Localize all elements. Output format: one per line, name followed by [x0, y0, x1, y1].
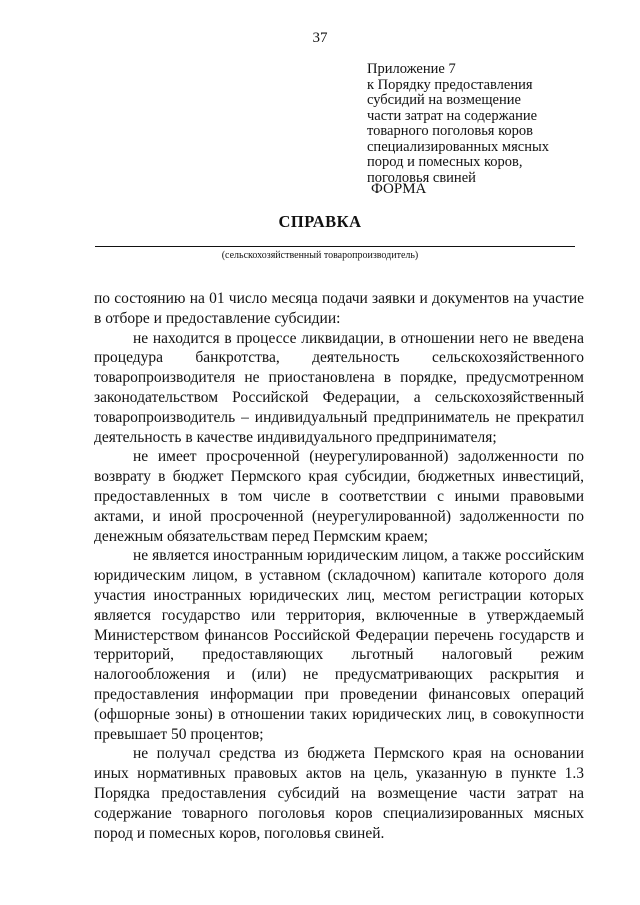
producer-caption: (сельскохозяйственный товаропроизводитель)	[221, 250, 419, 261]
body-paragraph: не находится в процессе ликвидации, в отношении него не введена процедура банкротства, деятельность сельскохозяйственного товаропроизводителя не приостановлена в порядке, предусмотренном законодательством Российской Федерации, а сельскохозяйственный товаропроизводитель – индивидуальный предприниматель не прекратил деятельность в качестве индивидуального предпринимателя;	[94, 329, 584, 446]
producer-fill-line	[95, 246, 575, 247]
appendix-line: к Порядку предоставления	[367, 76, 533, 93]
appendix-line: товарного поголовья коров	[367, 123, 534, 139]
body-paragraph: не является иностранным юридическим лицом, а также российским юридическим лицом, в уставном (складочном) капитале которого доля участия иностранных юридических лиц, местом регистрации которых является государство или территория, включенные в утверждаемый Министерством финансов Российской Федерации перечень государств и территорий, предоставляющих льготный налоговый режим налогообложения и (или) не предусматривающих раскрытия и предоставления информации при проведении финансовых операций (офшорные зоны) в отношении таких юридических лиц, в совокупности превышает 50 процентов;	[94, 547, 584, 743]
appendix-line: поголовья свиней	[367, 169, 476, 186]
intro-paragraph: по состоянию на 01 число месяца подачи заявки и документов на участие в отборе и предоставление субсидии:	[94, 290, 584, 327]
page-number: 37	[312, 30, 328, 46]
appendix-line: Приложение 7	[367, 61, 456, 77]
body-paragraph: не имеет просроченной (неурегулированной) задолженности по возврату в бюджет Пермского края субсидии, бюджетных инвестиций, предоставленных в том числе в соответствии с иными правовыми актами, и иной просроченной (неурегулированной) задолженности по денежным обязательствам перед Пермским краем;	[94, 448, 584, 545]
appendix-line: части затрат на содержание	[367, 107, 538, 124]
body-paragraph: не получал средства из бюджета Пермского края на основании иных нормативных правовых актов на цель, указанную в пункте 1.3 Порядка предоставления субсидий на возмещение части затрат на содержание товарного поголовья коров специализированных мясных пород и помесных коров, поголовья свиней.	[94, 745, 584, 842]
document-title: СПРАВКА	[278, 212, 362, 231]
appendix-block	[367, 62, 607, 186]
appendix-line: пород и помесных коров,	[367, 154, 523, 170]
document-body	[94, 289, 584, 843]
form-label: ФОРМА	[371, 181, 427, 197]
appendix-line: специализированных мясных	[367, 138, 549, 155]
appendix-line: субсидий на возмещение	[367, 92, 521, 108]
